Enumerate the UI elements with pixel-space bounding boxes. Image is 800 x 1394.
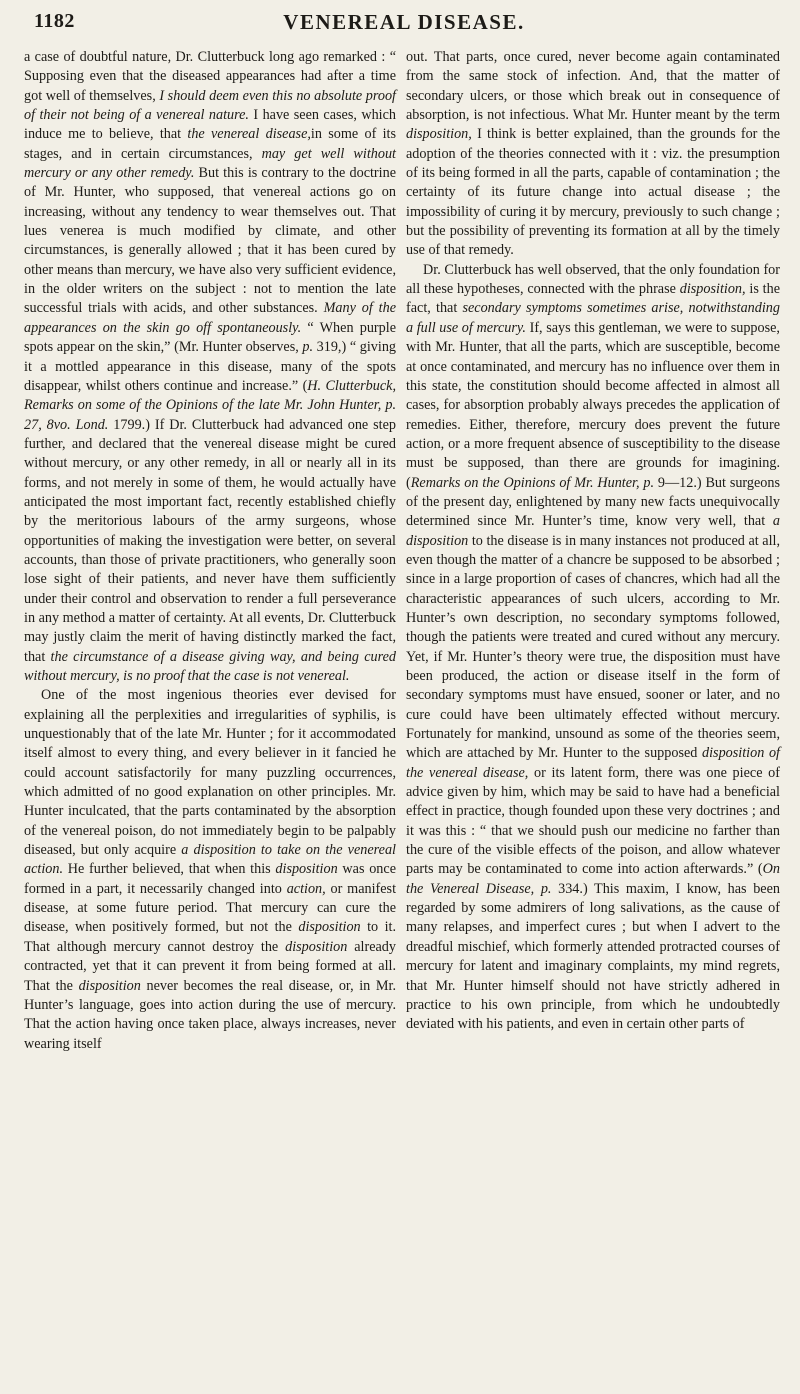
- left-paragraph-2: [24, 686, 396, 1054]
- right-column: [406, 48, 780, 1035]
- italic-run: disposition: [275, 861, 338, 878]
- text-run: out. That parts, once cured, never become again contaminated from the same stock of infection. And, that the matter of secondary ulcers, or those which break out in consequence of absorption, is not infectious. What Mr. Hunter meant by the term: [406, 49, 780, 124]
- right-paragraph-2: [406, 261, 780, 1035]
- running-title: VENEREAL DISEASE.: [283, 10, 525, 34]
- italic-run: p.: [302, 339, 314, 356]
- text-run: to the disease is in many instances not produced at all, even though the matter of a chancre be supposed to be absorbed ; since in a large proportion of cases of chancres, which had all the characteristic appearances of such ulcers, according to Mr. Hunter’s own description, no secondary symptoms followed, though the patients were treated and cured without any mercury. Yet, if Mr. Hunter’s theory were true, the disposition must have been produced, the action or disease itself in the form of secondary symptoms must have ensued, sooner or later, and no cure could have been ultimately effected without mercury. Fortunately for mankind, unsound as some of the theories seem, which are attached by Mr. Hunter to the supposed: [406, 532, 780, 762]
- italic-run: disposition: [285, 938, 348, 955]
- text-run: 1799.) If Dr. Clutterbuck had advanced one step further, and declared that the venereal disease might be cured without mercury, or any other remedy, in all or nearly all in its forms, and not merely in some of them, he would actually have anticipated the most important fact, recently established chiefly by the meritorious labours of the army surgeons, whose opportunities of making the investigation were better, on several accounts, than those of private practitioners, who generally soon lose sight of their patients, and never have them sufficiently under their control and observation to render a full perseverance in any method a matter of certainty. At all events, Dr. Clutterbuck may justly claim the merit of having distinctly marked the fact, that: [24, 416, 397, 665]
- text-run: If, says this gentleman, we were to suppose, with Mr. Hunter, that all the parts, which are susceptible, become at once contaminated, and mercury has no influence over them in this state, the constitution should become affected in almost all cases, for absorption probably always precedes the application of remedies. Either, therefore, mercury does prevent the future action, or a more frequent absence of susceptibility to the disease must be supposed, than there are grounds for imagining. (: [406, 319, 780, 491]
- text-run: a case of doubtful nature, Dr. Clutterbuck long ago remarked : “ Supposing even that the diseased appearances had after a time got well of themselves,: [24, 49, 396, 104]
- text-run: I think is better explained, than the grounds for the adoption of the theories connected with it : viz. the presumption of its being formed in all the parts, capable of contamination ; the certainty of its future change into actual disease ; the impossibility of curing it by mercury, previously to such change ; but the possibility of preventing its formation at all by the timely use of that remedy.: [406, 126, 780, 259]
- right-paragraph-1: [406, 48, 780, 261]
- italic-run: On the Venereal Disease, p.: [406, 861, 780, 897]
- italic-run: secondary symptoms sometimes arise, notwithstanding a full use of mercury.: [406, 300, 780, 336]
- left-paragraph-1: [24, 48, 396, 686]
- text-run: never becomes the real disease, or, in Mr. Hunter’s language, goes into action during the use of mercury. That the action having once taken place, always increases, never wearing itself: [24, 977, 396, 1052]
- left-column: [24, 48, 396, 1054]
- italic-run: Remarks on the Opinions of Mr. Hunter, p.: [410, 474, 655, 491]
- italic-run: disposition: [298, 919, 361, 936]
- italic-run: Many of the appearances on the skin go off spontaneously.: [24, 300, 396, 336]
- text-run: or its latent form, there was one piece of advice given by him, which may be said to have had a beneficial effect in practice, though founded upon these very doctrines ; and it was this : “ that we should push our medicine no farther than the cure of the visible effects of the poison, and allow whatever parts may be contaminated to come into action afterwards.” (: [406, 764, 780, 878]
- italic-run: the circumstance of a disease giving way, and being cured without mercury, is no proof that the case is not venereal.: [24, 648, 396, 684]
- text-run: But this is contrary to the doctrine of Mr. Hunter, who supposed, that venereal actions go on increasing, without any tendency to wear themselves out. That lues venerea is much modified by climate, and other circumstances, is generally allowed ; that it has been cured by other means than mercury, we have also very sufficient evidence, in the older writers on the subject : not to mention the late successful trials with acids, and other substances.: [24, 165, 396, 317]
- italic-run: may get well without mercury or any other remedy.: [24, 145, 396, 182]
- italic-run: action,: [286, 880, 326, 897]
- text-run: He further believed, that when this: [63, 861, 276, 878]
- italic-run: disposition,: [679, 281, 746, 298]
- italic-run: I should deem even this no absolute proof of their not being of a venereal nature.: [24, 87, 396, 124]
- text-run: 319,) “ giving it a mottled appearance in this disease, many of the spots disappear, whilst others continue and increase.” (: [24, 339, 397, 394]
- italic-run: H. Clutterbuck, Remarks on some of the Opinions of the late Mr. John Hunter, p. 27, 8vo. Lond.: [24, 377, 396, 433]
- text-run: already contracted, yet that it can prevent it from being formed at all. That the: [24, 938, 396, 994]
- text-run: was once formed in a part, it necessarily changed into: [24, 861, 396, 897]
- italic-run: disposition: [78, 977, 141, 994]
- italic-run: disposition,: [406, 126, 472, 143]
- text-run: I have seen cases, which induce me to believe, that: [24, 107, 396, 143]
- text-run: or manifest disease, at some future period. That mercury can cure the disease, when positively formed, but not the: [24, 880, 397, 936]
- text-run: in some of its stages, and in certain circumstances,: [24, 126, 396, 162]
- text-run: 9—12.) But surgeons of the present day, enlightened by many new facts unequivocally determined since Mr. Hunter’s time, know very well, that: [406, 474, 781, 530]
- italic-run: a disposition to take on the venereal action.: [24, 842, 396, 878]
- text-run: One of the most ingenious theories ever devised for explaining all the perplexities and irregularities of syphilis, is unquestionably that of the late Mr. Hunter ; for it accommodated itself almost to every thing, and every believer in it fancied he could account satisfactorily for many puzzling occurrences, which admitted of no good explanation on other principles. Mr. Hunter inculcated, that the parts contaminated by the absorption of the venereal poison, do not immediately begin to be palpably diseased, but only acquire: [24, 687, 396, 859]
- italic-run: the venereal disease,: [187, 126, 311, 143]
- text-run: Dr. Clutterbuck has well observed, that the only foundation for all these hypotheses, connected with the phrase: [406, 261, 780, 298]
- italic-run: disposition of the venereal disease,: [406, 745, 780, 781]
- text-run: is the fact, that: [406, 281, 781, 317]
- page-header: [34, 10, 774, 38]
- text-run: “ When purple spots appear on the skin,” (Mr. Hunter observes,: [24, 319, 396, 356]
- text-run: to it. That although mercury cannot destroy the: [24, 919, 396, 955]
- text-run: 334.) This maxim, I know, has been regarded by some admirers of long salivations, as the cause of many relapses, and imperfect cures ; but when I advert to the dreadful mischief, which formerly attended protracted courses of mercury for latent and imaginary complaints, my mind regrets, that Mr. Hunter himself should not have strictly adhered in practice to his own principle, from which he undoubtedly deviated with his patients, and even in certain other parts of: [406, 880, 780, 1033]
- italic-run: a disposition: [406, 513, 780, 549]
- page-number: 1182: [34, 10, 75, 32]
